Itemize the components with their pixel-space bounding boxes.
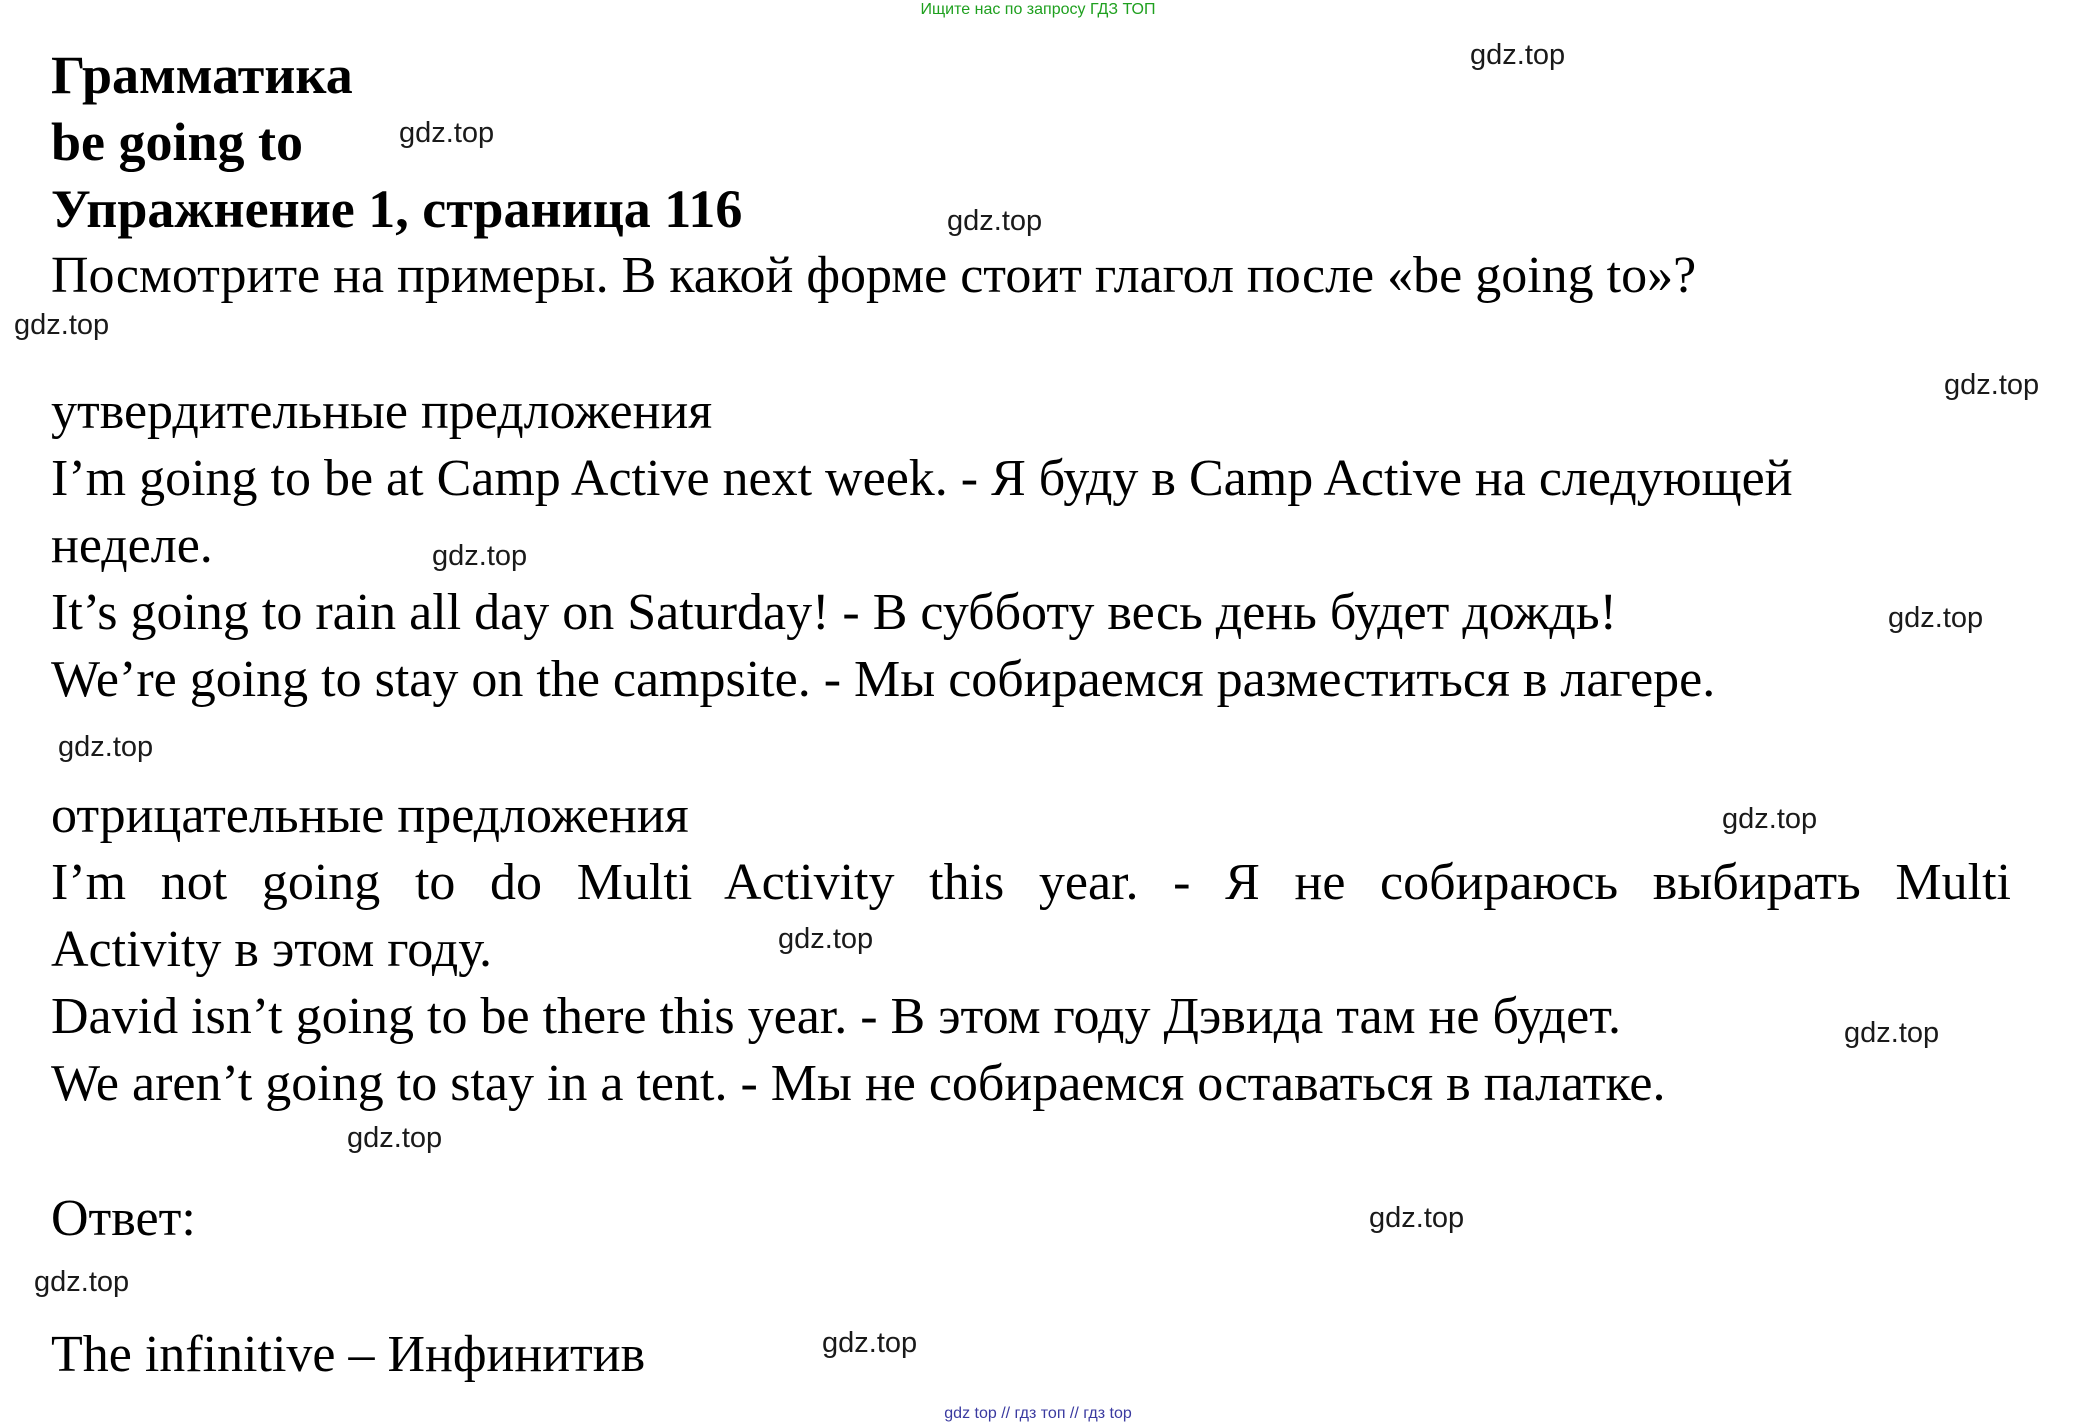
section-title: Грамматика	[51, 45, 353, 105]
answer-label: Ответ:	[51, 1190, 196, 1247]
watermark: gdz.top	[1369, 1202, 1465, 1234]
negative-line: David isn’t going to be there this year. - В этом году Дэвида там не будет.	[51, 988, 1622, 1045]
negative-line: Activity в этом году.	[51, 921, 493, 978]
affirmative-line: неделе.	[51, 517, 213, 574]
watermark: gdz.top	[1844, 1017, 1940, 1049]
exercise-title: Упражнение 1, страница 116	[51, 179, 743, 239]
affirmative-line: We’re going to stay on the campsite. - Мы собираемся разместиться в лагере.	[51, 651, 1716, 708]
watermark: gdz.top	[1888, 602, 1984, 634]
watermark: gdz.top	[399, 117, 495, 149]
watermark: gdz.top	[822, 1327, 918, 1359]
negative-line: I’m not going to do Multi Activity this year. - Я не собираюсь выбирать Multi	[51, 854, 2011, 911]
task-text: Посмотрите на примеры. В какой форме стоит глагол после «be going to»?	[51, 247, 1697, 304]
watermark: gdz.top	[778, 923, 874, 955]
top-banner: Ищите нас по запросу ГДЗ ТОП	[920, 1, 1156, 18]
watermark: gdz.top	[58, 731, 154, 763]
negative-line: We aren’t going to stay in a tent. - Мы не собираемся оставаться в палатке.	[51, 1055, 1666, 1112]
answer-text: The infinitive – Инфинитив	[51, 1326, 646, 1383]
watermark: gdz.top	[34, 1266, 130, 1298]
watermark: gdz.top	[347, 1122, 443, 1154]
watermark: gdz.top	[1722, 803, 1818, 835]
watermark: gdz.top	[947, 205, 1043, 237]
affirmative-line: I’m going to be at Camp Active next week. - Я буду в Camp Active на следующей	[51, 450, 1793, 507]
topic-title: be going to	[51, 112, 304, 172]
watermark: gdz.top	[14, 309, 110, 341]
negative-title: отрицательные предложения	[51, 787, 689, 844]
affirmative-line: It’s going to rain all day on Saturday! - В субботу весь день будет дождь!	[51, 584, 1617, 641]
affirmative-title: утвердительные предложения	[51, 383, 713, 440]
watermark: gdz.top	[1944, 369, 2040, 401]
watermark: gdz.top	[432, 540, 528, 572]
bottom-banner: gdz top // гдз топ // гдз top	[944, 1405, 1132, 1422]
watermark: gdz.top	[1470, 39, 1566, 71]
